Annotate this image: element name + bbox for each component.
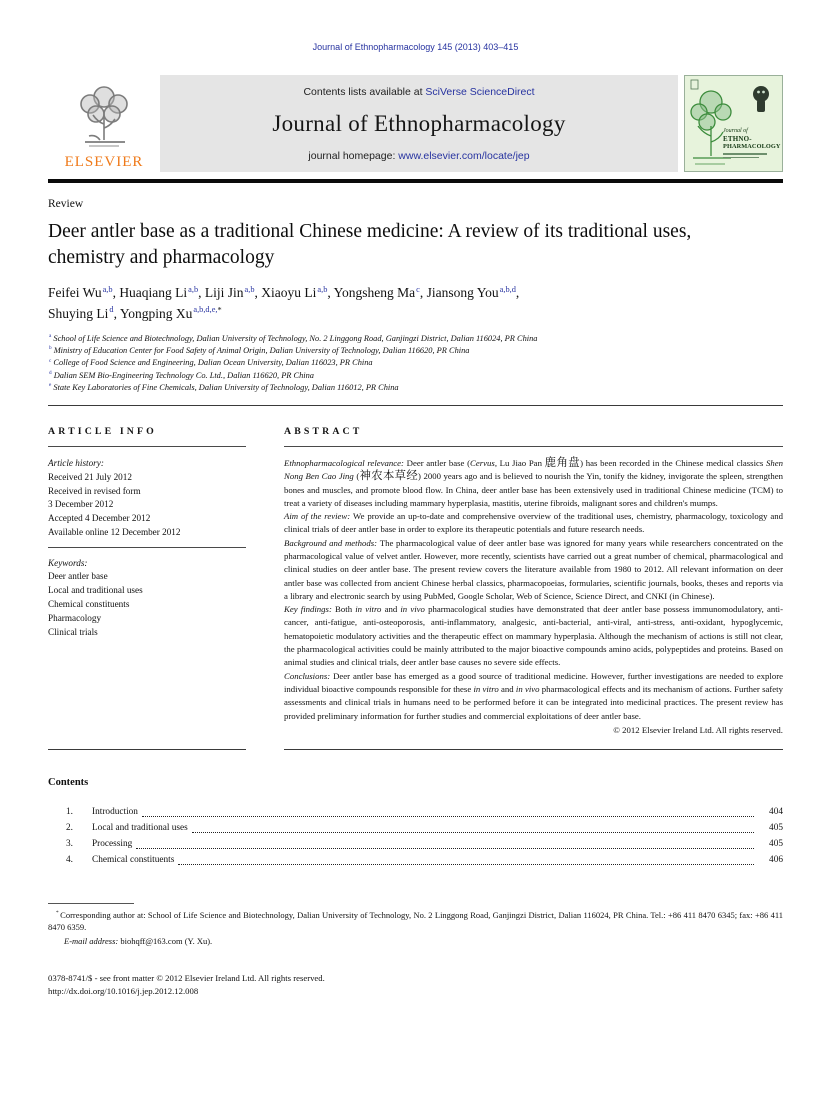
keyword: Chemical constituents — [48, 599, 130, 610]
toc-label: Processing — [92, 838, 133, 849]
affiliation-marker: d — [49, 369, 52, 376]
email-line[interactable]: E-mail address: biohqff@163.com (Y. Xu). — [64, 935, 213, 946]
toc-label: Introduction — [92, 806, 138, 817]
keyword: Pharmacology — [48, 612, 102, 623]
toc-page-number: 406 — [769, 854, 783, 865]
affiliation-text: Ministry of Education Center for Food Safety of Animal Origin, Dalian University of Technology, Dalian 116620, PR China — [53, 346, 470, 356]
contents-lists-prefix: Contents lists available at — [303, 86, 426, 98]
toc-number: 2. — [66, 822, 73, 833]
journal-header-banner — [48, 75, 783, 172]
cover-decorative-rule — [723, 153, 767, 155]
toc-dot-leader — [142, 816, 754, 817]
corresponding-author-footnote — [48, 903, 783, 948]
history-line: Received in revised form — [48, 485, 141, 496]
history-line: 3 December 2012 — [48, 499, 114, 510]
abstract-paragraph-conclusions: Conclusions: Deer antler base has emerged as a good source of traditional medicine. However, further investigations are needed to explore individual bioactive compounds responsible for these in vitro and in vivo pharmacological effects and its mechanism of actions. Further safety assessments and clinical trials in humans need to be performed before it can be integrated into medicinal practices. The present review has provided preliminary information for further studies and commercial exploitations of deer antler base. — [284, 670, 783, 721]
toc-number: 3. — [66, 838, 73, 849]
banner-center — [160, 75, 678, 172]
abstract-paragraph-background: Background and methods: The pharmacological value of deer antler base was ignored for many years while researchers concentrated on the pharmacological value of velvet antler. However, more recently, scientists have carried out a great number of chemical, pharmacological and clinical studies on deer antler base. The present review covers the literature available from 1980 to 2012. All relevant information on deer antler base was collected from ancient Chinese herbal classics, pharmacopoeias, formularies, scientific journals, books, theses and reports via a library and electronic search by using PubMed, Google Scholar, Web of Science, Science Direct, and CNKI (in Chinese). — [284, 537, 783, 601]
corresponding-author-text: * Corresponding author at: School of Life Science and Biotechnology, Dalian University of Technology, No. 2 Linggong Road, Ganjingzi District, Dalian 116024, PR China. Tel.: +86 411 8470 6345; fax: +86 411 8470 6359. — [48, 909, 784, 933]
abstract-column — [284, 406, 783, 750]
abstract-heading: ABSTRACT — [284, 425, 363, 437]
imprint-block — [48, 972, 783, 999]
cover-title-text — [723, 128, 781, 158]
author-line-2: Shuying Li$^d$, Yongping $Xu^{a,b,d,e,*}$ — [48, 305, 222, 321]
cover-journal-of: Journal of — [723, 128, 748, 134]
affiliation-marker: e — [49, 381, 52, 388]
keywords-rule — [48, 547, 246, 548]
elsevier-tree-icon — [67, 82, 141, 152]
author-line-1: Feifei Wu$^{a,b}$, Huaqiang Li$^{a,b}$, Liji Jin$^{a,b}$, Xiaoyu Li$^{a,b}$, Yongsheng Ma$^c$, Jiansong You$^{a,b,d}$, — [48, 284, 520, 301]
running-head-citation: Journal of Ethnopharmacology 145 (2013) 403–415 — [312, 42, 519, 52]
elsevier-logo — [48, 75, 160, 172]
author-list — [48, 283, 756, 324]
abstract-paragraph-relevance: Ethnopharmacological relevance: Deer antler base (Cervus, Lu Jiao Pan 鹿角盘) has been recorded in the Chinese medical classics Shen Nong Ben Cao Jing (神农本草经) 2000 years ago and is believed to nourish the Yin, tonify the kidney, invigorate the spleen, strengthen bones and muscles, and promote blood flow. In China, deer antler base has been extensively used in traditional Chinese medicine (TCM) to treat a variety of diseases including mammary hyperplasia, mastitis, uterine fibroids, malignant sores and children's mumps. — [284, 454, 783, 508]
toc-label: Local and traditional uses — [92, 822, 188, 833]
toc-entry-processing[interactable] — [48, 837, 783, 853]
journal-cover-thumbnail — [684, 75, 783, 172]
cover-ethno: ETHNO- — [723, 134, 752, 143]
header-divider — [48, 179, 783, 183]
affiliation-e — [48, 382, 783, 394]
keyword: Local and traditional uses — [48, 585, 143, 596]
journal-homepage-line — [164, 150, 674, 162]
issn-copyright-line: 0378-8741/$ - see front matter © 2012 Elsevier Ireland Ltd. All rights reserved. — [48, 972, 325, 983]
affiliation-text: Dalian SEM Bio-Engineering Technology Co. Ltd., Dalian 116620, PR China — [53, 370, 314, 380]
copyright-line: © 2012 Elsevier Ireland Ltd. All rights reserved. — [613, 724, 783, 735]
affiliation-marker: b — [49, 345, 52, 352]
article-title: Deer antler base as a traditional Chinese medicine: A review of its traditional uses, chemistry and pharmacology — [48, 221, 692, 268]
affiliation-text: College of Food Science and Engineering, Dalian Ocean University, Dalian 116023, PR China — [53, 358, 373, 368]
toc-entry-local-uses[interactable] — [48, 821, 783, 837]
affiliation-a — [48, 333, 783, 345]
toc-dot-leader — [192, 832, 754, 833]
history-line: Accepted 4 December 2012 — [48, 513, 151, 524]
abstract-paragraph-findings: Key findings: Both in vitro and in vivo pharmacological studies have demonstrated that deer antler base possess immunomodulatory, anti-cancer, anti-fatigue, anti-osteoporosis, anti-inflammatory, analgesic, anti-bacterial, anti-viral, anti-stress, anti-oxidant, hypoglycemic, hematopoietic modulatory activities and the therapeutic effect on mammary hyperplasia. Although the mechanism of actions is still not clear, the pharmacological activities could be mainly attributed to the major bioactive compounds amino acids, polypeptides and proteins. Based on animal studies and clinical trials, deer antler base causes no severe side effects. — [284, 604, 783, 668]
toc-number: 1. — [66, 806, 73, 817]
footnote-rule — [48, 903, 134, 904]
abstract-rule — [284, 446, 783, 447]
article-info-rule — [48, 446, 246, 447]
keywords-block — [48, 557, 246, 640]
toc-page-number: 405 — [769, 838, 783, 849]
journal-homepage-link[interactable]: www.elsevier.com/locate/jep — [398, 150, 530, 162]
toc-number: 4. — [66, 854, 73, 865]
affiliation-b — [48, 345, 783, 357]
table-of-contents — [48, 805, 783, 869]
affiliation-text: School of Life Science and Biotechnology, Dalian University of Technology, No. 2 Linggong Road, Ganjingzi District, Dalian 116024, PR China — [53, 333, 538, 343]
affiliation-marker: c — [49, 357, 52, 364]
affiliation-marker: a — [49, 333, 52, 340]
history-line: Available online 12 December 2012 — [48, 526, 181, 537]
toc-label: Chemical constituents — [92, 854, 175, 865]
contents-lists-line — [164, 86, 674, 98]
toc-dot-leader — [178, 864, 754, 865]
affiliation-c — [48, 357, 783, 369]
article-history-label: Article history: — [48, 457, 104, 468]
keywords-label: Keywords: — [48, 557, 88, 568]
cover-pharmacology: PHARMACOLOGY — [723, 142, 781, 150]
toc-dot-leader — [136, 848, 754, 849]
elsevier-wordmark: ELSEVIER — [64, 154, 144, 170]
affiliation-d — [48, 370, 783, 382]
toc-page-number: 404 — [769, 806, 783, 817]
abstract-text — [284, 454, 783, 723]
homepage-prefix: journal homepage: — [308, 150, 399, 162]
article-type-label: Review — [48, 198, 84, 210]
article-history — [48, 457, 246, 540]
toc-page-number: 405 — [769, 822, 783, 833]
abstract-paragraph-aim: Aim of the review: We provide an up-to-date and comprehensive overview of the traditional uses, chemistry, pharmacology, toxicology and clinical trials of deer antler base in order to explore its therapeutic potentials and future research needs. — [284, 511, 783, 535]
affiliation-text: State Key Laboratories of Fine Chemicals, Dalian University of Technology, Dalian 116012, PR China — [53, 382, 399, 392]
affiliations — [48, 333, 783, 394]
history-line: Received 21 July 2012 — [48, 471, 132, 482]
toc-entry-introduction[interactable] — [48, 805, 783, 821]
contents-heading: Contents — [48, 776, 89, 788]
banner-journal-title: Journal of Ethnopharmacology — [272, 111, 566, 136]
cover-decorative-rule-2 — [723, 157, 759, 158]
info-abstract-columns — [48, 406, 783, 750]
article-info-heading: ARTICLE INFO — [48, 425, 157, 437]
article-info-column — [48, 406, 246, 750]
keyword: Deer antler base — [48, 571, 108, 582]
doi-link[interactable]: http://dx.doi.org/10.1016/j.jep.2012.12.008 — [48, 986, 199, 996]
toc-entry-chemical-constituents[interactable] — [48, 853, 783, 869]
sciverse-sciencedirect-link[interactable]: SciVerse ScienceDirect — [425, 86, 535, 98]
keyword: Clinical trials — [48, 626, 98, 637]
